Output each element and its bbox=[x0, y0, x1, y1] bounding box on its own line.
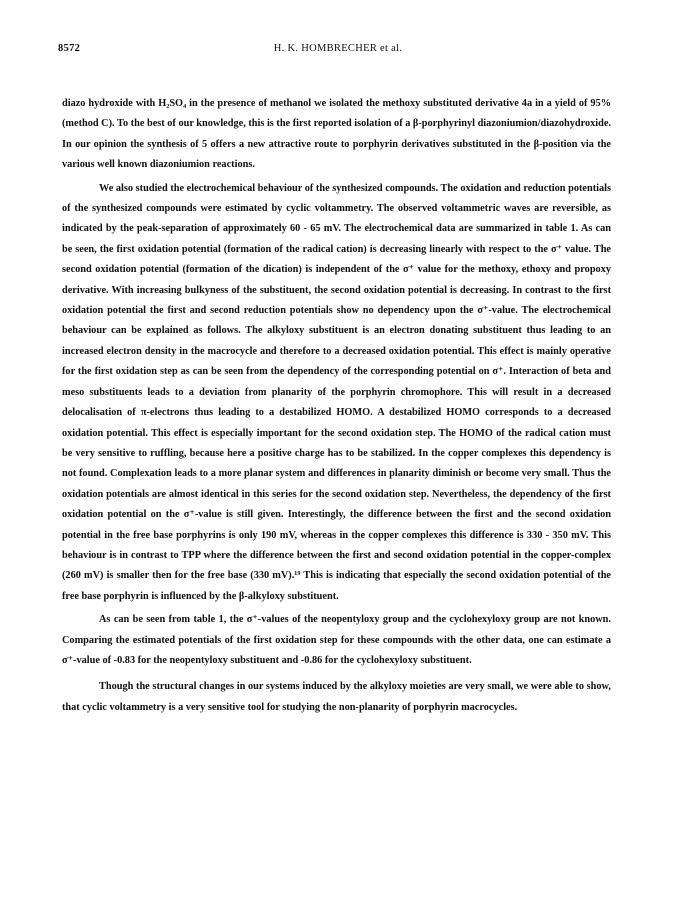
paragraph: Though the structural changes in our systems induced by the alkyloxy moieties are very small, we were able to show, that cyclic voltammetry is a very sensitive tool for studying the non-planarity of porphyrin macrocycles. bbox=[62, 681, 611, 713]
body-text bbox=[62, 94, 611, 721]
paragraph: We also studied the electrochemical behaviour of the synthesized compounds. The oxidation and reduction potentials of the synthesized compounds were estimated by cyclic voltammetry. The observed voltammetric waves are reversible, as indicated by the peak-separation of approximately 60 - 65 mV. The electrochemical data are summarized in table 1. As can be seen, the first oxidation potential (formation of the radical cation) is decreasing linearly with respect to the σ⁺ value. The second oxidation potential (formation of the dication) is independent of the σ⁺ value for the methoxy, ethoxy and propoxy derivative. With increasing bulkyness of the substituent, the second oxidation potential is decreasing. In contrast to the first oxidation potential the first and second reduction potentials show no dependency upon the σ⁺-value. The electrochemical behaviour can be explained as follows. The alkyloxy substituent is an electron donating substituent thus leading to an increased electron density in the macrocycle and therefore to a decreased oxidation potential. This effect is mainly operative for the first oxidation step as can be seen from the dependency of the corresponding potential on σ⁺. Interaction of beta and meso substituents leads to a deviation from planarity of the porphyrin chromophore. This will result in a decreased delocalisation of π-electrons thus leading to a destabilized HOMO. A destabilized HOMO corresponds to a decreased oxidation potential. This effect is especially important for the second oxidation step. The HOMO of the radical cation must be very sensitive to ruffling, because here a positive charge has to be stabilized. In the copper complexes this dependency is not found. Complexation leads to a more planar system and differences in planarity diminish or become very small. Thus the oxidation potentials are almost identical in this series for the second oxidation step. Nevertheless, the dependency of the first oxidation potential on the σ⁺-value is still given. Interestingly, the difference between the first and the second oxidation potential in the free base porphyrins is only 190 mV, whereas in the copper complexes this difference is 330 - 350 mV. This behaviour is in contrast to TPP where the difference between the first and second oxidation potential in the copper-complex (260 mV) is smaller then for the free base (330 mV).¹⁹ This is indicating that especially the second oxidation potential of the free base porphyrin is influenced by the β-alkyloxy substituent. bbox=[62, 182, 611, 602]
page-header bbox=[0, 43, 676, 57]
page-number: 8572 bbox=[58, 43, 81, 54]
paragraph: diazo hydroxide with H₂SO₄ in the presence of methanol we isolated the methoxy substituted derivative 4a in a yield of 95% (method C). To the best of our knowledge, this is the first reported isolation of a β-porphyrinyl diazoniumion/diazohydroxide. In our opinion the synthesis of 5 offers a new attractive route to porphyrin derivatives substituted in the β-position via the various well known diazoniumion reactions. bbox=[62, 98, 611, 171]
running-head: H. K. HOMBRECHER et al. bbox=[273, 43, 403, 54]
paragraph: As can be seen from table 1, the σ⁺-values of the neopentyloxy group and the cyclohexyloxy group are not known. Comparing the estimated potentials of the first oxidation step for these compounds with the other data, one can estimate a σ⁺-value of -0.83 for the neopentyloxy substituent and -0.86 for the cyclohexyloxy substituent. bbox=[62, 614, 611, 666]
